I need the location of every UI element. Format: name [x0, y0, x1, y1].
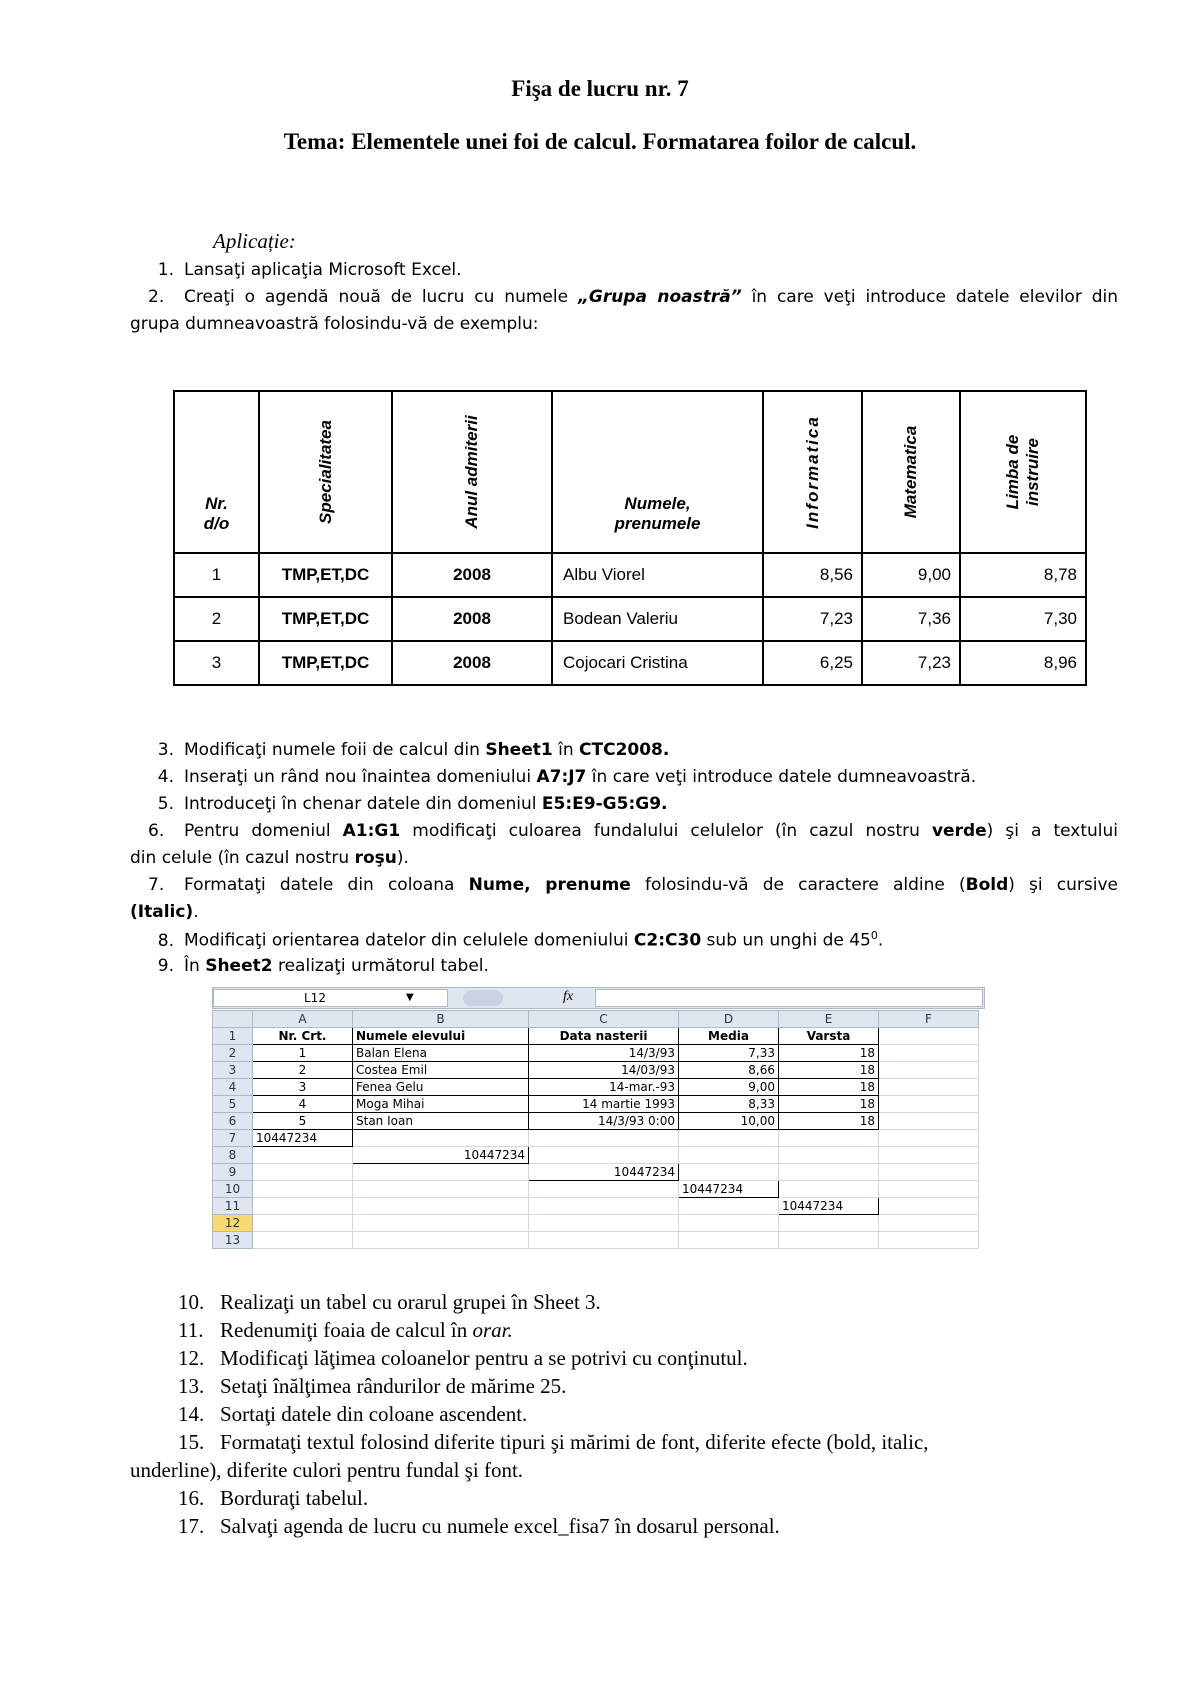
cell[interactable] [879, 1232, 979, 1249]
step-text: . [877, 930, 884, 951]
header-limba-de-instruire [960, 391, 1086, 553]
cell[interactable] [529, 1130, 679, 1147]
cell-informatica: 6,25 [763, 641, 862, 685]
cell[interactable] [779, 1147, 879, 1164]
cell[interactable]: 14-mar.-93 [529, 1079, 679, 1096]
cell-limba: 8,96 [960, 641, 1086, 685]
cell-matematica: 7,23 [862, 641, 960, 685]
cell[interactable] [879, 1181, 979, 1198]
step-15-continuation: underline), diferite culori pentru fundal şi font. [130, 1458, 524, 1482]
step-number: 14. [178, 1402, 205, 1426]
step-number: 11. [178, 1318, 204, 1342]
cell[interactable] [779, 1181, 879, 1198]
cell-specialitatea: TMP,ET,DC [259, 597, 392, 641]
cell[interactable]: 18 [779, 1113, 879, 1130]
step-text: În [184, 956, 206, 976]
step-emphasis: Sheet1 [485, 740, 553, 760]
step-emphasis: A7:J7 [536, 767, 587, 787]
cell[interactable] [679, 1215, 779, 1232]
cell[interactable]: Numele elevului [353, 1028, 529, 1045]
step-13 [178, 1374, 566, 1399]
cell[interactable] [879, 1113, 979, 1130]
header-specialitatea [259, 391, 392, 553]
cell[interactable]: 7,33 [679, 1045, 779, 1062]
row-header-selected[interactable]: 12 [213, 1215, 253, 1232]
column-header[interactable]: A [253, 1011, 353, 1028]
step-text: Redenumiţi foaia de calcul în [220, 1318, 473, 1342]
cell[interactable] [353, 1164, 529, 1181]
cell[interactable] [253, 1232, 353, 1249]
cell[interactable] [253, 1198, 353, 1215]
step-text: Sortaţi datele din coloane ascendent. [220, 1402, 528, 1426]
cell[interactable]: Moga Mihai [353, 1096, 529, 1113]
cell[interactable] [879, 1096, 979, 1113]
step-text: Realizaţi un tabel cu orarul grupei în Sheet 3. [220, 1290, 601, 1314]
step-number: 13. [178, 1374, 205, 1398]
cell[interactable]: Balan Elena [353, 1045, 529, 1062]
header-text: Specialitatea [315, 420, 335, 524]
table-row [174, 553, 1086, 597]
step-9 [148, 956, 489, 976]
cell[interactable] [879, 1130, 979, 1147]
row-header[interactable]: 7 [213, 1130, 253, 1147]
cell[interactable] [679, 1198, 779, 1215]
cell[interactable]: 3 [253, 1079, 353, 1096]
header-nr [174, 391, 259, 553]
step-15 [178, 1430, 929, 1455]
cell-anul: 2008 [392, 641, 552, 685]
step-number: 2. [148, 287, 165, 307]
header-text: prenumele [614, 514, 701, 533]
step-text: Lansaţi aplicaţia Microsoft Excel. [184, 260, 462, 280]
cell[interactable]: 18 [779, 1079, 879, 1096]
cell[interactable] [879, 1215, 979, 1232]
cell[interactable]: 10447234 [679, 1181, 779, 1198]
row-header[interactable]: 2 [213, 1045, 253, 1062]
cell[interactable]: Data nasterii [529, 1028, 679, 1045]
cell-matematica: 9,00 [862, 553, 960, 597]
degree-superscript: 0 [870, 929, 878, 942]
step-text: Formataţi textul folosind diferite tipuri şi mărimi de font, diferite efecte (bold, italic, [220, 1430, 929, 1454]
cell-anul: 2008 [392, 597, 552, 641]
cell[interactable] [879, 1028, 979, 1045]
row-header[interactable]: 11 [213, 1198, 253, 1215]
cell[interactable]: 4 [253, 1096, 353, 1113]
step-text: din celule (în cazul nostru [130, 848, 355, 868]
step-text: în care veţi introduce datele elevilor din [741, 287, 1118, 307]
step-6-continuation [130, 848, 409, 868]
header-text: Anul admiterii [462, 415, 481, 529]
document-subtitle: Tema: Elementele unei foi de calcul. Formatarea foilor de calcul. [283, 129, 917, 154]
step-number: 3. [157, 740, 174, 760]
step-number: 9. [157, 956, 174, 976]
cell[interactable]: 10447234 [253, 1130, 353, 1147]
header-text: Limba de [1003, 434, 1022, 510]
step-number: 7. [148, 875, 165, 895]
formula-bar [212, 987, 985, 1009]
cell[interactable]: Costea Emil [353, 1062, 529, 1079]
cell[interactable]: 8,66 [679, 1062, 779, 1079]
step-number: 6. [148, 821, 165, 841]
cell-nr: 1 [174, 553, 259, 597]
table-header-row [174, 391, 1086, 553]
step-12 [178, 1346, 748, 1371]
cell[interactable] [779, 1215, 879, 1232]
cell[interactable]: 8,33 [679, 1096, 779, 1113]
cell[interactable] [529, 1147, 679, 1164]
cell[interactable]: 18 [779, 1045, 879, 1062]
step-text: Modificaţi numele foii de calcul din [184, 740, 486, 760]
cell[interactable] [353, 1130, 529, 1147]
row-header[interactable]: 13 [213, 1232, 253, 1249]
step-number: 8. [157, 930, 174, 951]
step-emphasis: A1:G1 [342, 821, 401, 841]
step-emphasis: verde [931, 821, 987, 841]
function-icon[interactable]: fx [563, 989, 574, 1004]
row-header[interactable]: 4 [213, 1079, 253, 1096]
cell[interactable] [779, 1164, 879, 1181]
step-text: Pentru domeniul [184, 821, 343, 841]
cell-nume: Cojocari Cristina [552, 641, 763, 685]
cell[interactable] [679, 1164, 779, 1181]
step-text: Introduceţi în chenar datele din domeniul [184, 794, 542, 814]
spreadsheet-grid [212, 1010, 979, 1249]
step-text: Setaţi înălţimea rândurilor de mărime 25. [220, 1374, 567, 1398]
cell-limba: 8,78 [960, 553, 1086, 597]
header-text [1003, 435, 1043, 510]
cell[interactable] [353, 1198, 529, 1215]
header-text: Matematica [901, 425, 920, 519]
step-number: 16. [178, 1486, 205, 1510]
cell[interactable] [779, 1130, 879, 1147]
row-header[interactable]: 1 [213, 1028, 253, 1045]
application-heading: Aplicație: [213, 229, 296, 253]
cell[interactable] [253, 1164, 353, 1181]
student-grades-table [173, 390, 1087, 686]
step-text: folosindu-vă de caractere aldine ( [630, 875, 966, 895]
cell[interactable]: Nr. Crt. [253, 1028, 353, 1045]
step-17 [178, 1514, 780, 1539]
cell-informatica: 7,23 [763, 597, 862, 641]
cell[interactable]: Fenea Gelu [353, 1079, 529, 1096]
header-text: Informatica [802, 415, 822, 529]
cell[interactable]: 14 martie 1993 [529, 1096, 679, 1113]
name-box[interactable] [213, 989, 448, 1007]
column-header[interactable]: C [529, 1011, 679, 1028]
step-text: . [193, 902, 199, 922]
cell[interactable] [879, 1062, 979, 1079]
cell[interactable]: Stan Ioan [353, 1113, 529, 1130]
header-matematica [862, 391, 960, 553]
excel-screenshot [212, 987, 985, 1247]
cell[interactable]: 18 [779, 1062, 879, 1079]
step-7 [148, 875, 1118, 895]
cell[interactable] [529, 1215, 679, 1232]
step-16 [178, 1486, 368, 1511]
header-text: instruire [1023, 437, 1042, 507]
step-number: 4. [157, 767, 174, 787]
cell[interactable]: Varsta [779, 1028, 879, 1045]
cell[interactable]: 10447234 [529, 1164, 679, 1181]
cell[interactable]: 14/03/93 [529, 1062, 679, 1079]
step-text: Creaţi o agendă nouă de lucru cu numele [184, 287, 578, 307]
cell[interactable]: 10447234 [779, 1198, 879, 1215]
header-informatica [763, 391, 862, 553]
cell[interactable] [879, 1164, 979, 1181]
cell[interactable]: 10447234 [353, 1147, 529, 1164]
cell-specialitatea: TMP,ET,DC [259, 553, 392, 597]
cell-informatica: 8,56 [763, 553, 862, 597]
document-title: Fişa de lucru nr. 7 [511, 76, 689, 101]
header-text: Nr. [205, 494, 228, 513]
column-header[interactable]: B [353, 1011, 529, 1028]
cell-nume: Albu Viorel [552, 553, 763, 597]
step-number: 1. [157, 260, 174, 280]
cell[interactable]: 14/3/93 0:00 [529, 1113, 679, 1130]
cell-nr: 3 [174, 641, 259, 685]
row-header[interactable]: 8 [213, 1147, 253, 1164]
column-header[interactable]: F [879, 1011, 979, 1028]
cell-anul: 2008 [392, 553, 552, 597]
step-text: ) şi a textului [986, 821, 1118, 841]
step-text: în [552, 740, 580, 760]
step-text: în care veţi introduce datele dumneavoastră. [586, 767, 977, 787]
cell-matematica: 7,36 [862, 597, 960, 641]
name-box-value: L12 [304, 991, 326, 1005]
step-text: Modificaţi lăţimea coloanelor pentru a se potrivi cu conţinutul. [220, 1346, 748, 1370]
header-text: Numele, [624, 494, 691, 513]
step-text: Salvaţi agenda de lucru cu numele excel_fisa7 în dosarul personal. [220, 1514, 780, 1538]
cell[interactable] [679, 1130, 779, 1147]
table-row [174, 597, 1086, 641]
cell[interactable] [879, 1147, 979, 1164]
cell-nr: 2 [174, 597, 259, 641]
step-8 [148, 929, 883, 951]
cell[interactable]: 5 [253, 1113, 353, 1130]
cell[interactable] [529, 1181, 679, 1198]
step-7-continuation [130, 902, 199, 922]
step-6 [148, 821, 1118, 841]
step-10 [178, 1290, 601, 1315]
cell[interactable] [879, 1045, 979, 1062]
cell[interactable] [353, 1232, 529, 1249]
step-text: sub un unghi de 45 [701, 930, 871, 951]
step-2 [148, 287, 1118, 307]
cell[interactable] [529, 1198, 679, 1215]
step-emphasis: CTC2008. [579, 740, 670, 760]
step-emphasis: Nume, prenume [468, 875, 631, 895]
step-emphasis: C2:C30 [633, 930, 702, 951]
formula-input[interactable] [595, 989, 983, 1007]
step-number: 15. [178, 1430, 205, 1454]
cell[interactable]: 14/3/93 [529, 1045, 679, 1062]
step-emphasis: roşu [354, 848, 397, 868]
chevron-down-icon[interactable]: ▼ [406, 992, 414, 1003]
table-row [174, 641, 1086, 685]
step-number: 10. [178, 1290, 205, 1314]
formula-cancel-icon [463, 990, 503, 1006]
step-text: Modificaţi orientarea datelor din celulele domeniului [184, 930, 634, 951]
row-header[interactable]: 5 [213, 1096, 253, 1113]
step-5 [148, 794, 667, 814]
step-text: Borduraţi tabelul. [220, 1486, 369, 1510]
cell[interactable] [253, 1181, 353, 1198]
header-text: d/o [203, 514, 230, 533]
row-header[interactable]: 3 [213, 1062, 253, 1079]
cell[interactable] [679, 1232, 779, 1249]
cell-nume: Bodean Valeriu [552, 597, 763, 641]
step-1 [148, 260, 462, 280]
step-emphasis: Bold [965, 875, 1009, 895]
step-text: Formataţi datele din coloana [184, 875, 469, 895]
cell[interactable] [253, 1147, 353, 1164]
cell-limba: 7,30 [960, 597, 1086, 641]
row-header[interactable]: 6 [213, 1113, 253, 1130]
step-text: Inseraţi un rând nou înaintea domeniului [184, 767, 537, 787]
cell[interactable]: Media [679, 1028, 779, 1045]
step-4 [148, 767, 976, 787]
cell[interactable]: 2 [253, 1062, 353, 1079]
cell[interactable]: 10,00 [679, 1113, 779, 1130]
select-all-corner[interactable] [213, 1011, 253, 1028]
step-text: ). [396, 848, 409, 868]
cell[interactable]: 18 [779, 1096, 879, 1113]
step-text: modificaţi culoarea fundalului celulelor (în cazul nostru [400, 821, 932, 841]
step-emphasis: Sheet2 [205, 956, 273, 976]
header-anul-admiterii [392, 391, 552, 553]
cell[interactable]: 1 [253, 1045, 353, 1062]
cell[interactable] [353, 1181, 529, 1198]
column-header[interactable]: E [779, 1011, 879, 1028]
step-number: 17. [178, 1514, 205, 1538]
step-3 [148, 740, 669, 760]
step-text: realizaţi următorul tabel. [272, 956, 489, 976]
column-header[interactable]: D [679, 1011, 779, 1028]
step-emphasis: E5:E9-G5:G9. [541, 794, 668, 814]
row-header[interactable]: 9 [213, 1164, 253, 1181]
cell[interactable] [679, 1147, 779, 1164]
cell[interactable] [529, 1232, 679, 1249]
row-header[interactable]: 10 [213, 1181, 253, 1198]
step-11 [178, 1318, 513, 1343]
cell[interactable] [353, 1215, 529, 1232]
step-number: 12. [178, 1346, 205, 1370]
step-14 [178, 1402, 527, 1427]
cell[interactable] [779, 1232, 879, 1249]
step-2-continuation: grupa dumneavoastră folosindu-vă de exemplu: [130, 314, 539, 334]
cell[interactable] [879, 1198, 979, 1215]
cell-specialitatea: TMP,ET,DC [259, 641, 392, 685]
cell[interactable] [253, 1215, 353, 1232]
step-text: ) şi cursive [1008, 875, 1118, 895]
step-emphasis: orar. [472, 1318, 513, 1342]
cell[interactable]: 9,00 [679, 1079, 779, 1096]
step-emphasis: „Grupa noastră” [577, 287, 742, 307]
header-numele-prenumele [552, 391, 763, 553]
cell[interactable] [879, 1079, 979, 1096]
step-number: 5. [157, 794, 174, 814]
step-emphasis: (Italic) [130, 902, 194, 922]
